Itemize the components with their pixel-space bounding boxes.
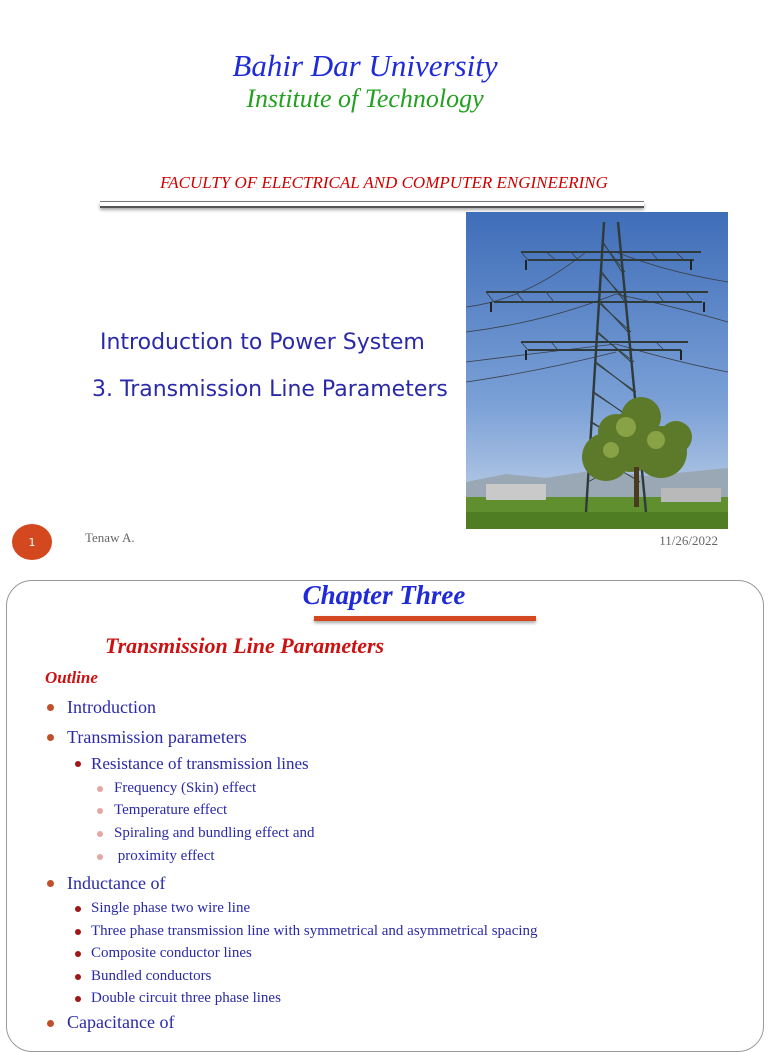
bullet-icon bbox=[97, 831, 103, 837]
outline-label: Outline bbox=[45, 668, 98, 687]
bullet-icon bbox=[75, 929, 81, 935]
outline-item: Capacitance of bbox=[67, 1012, 175, 1032]
slide-date: 11/26/2022 bbox=[659, 533, 718, 548]
outline-item: Temperature effect bbox=[114, 802, 228, 818]
chapter-heading: Chapter Three bbox=[302, 580, 466, 610]
course-title: Introduction to Power System bbox=[100, 330, 425, 355]
bullet-icon bbox=[97, 808, 103, 814]
outline-item: Double circuit three phase lines bbox=[91, 990, 281, 1006]
bullet-icon bbox=[75, 761, 81, 767]
section-title: Transmission Line Parameters bbox=[105, 633, 385, 658]
title-divider bbox=[100, 201, 644, 208]
institute-name: Institute of Technology bbox=[246, 84, 484, 113]
bullet-icon bbox=[75, 996, 81, 1002]
outline-item: Spiraling and bundling effect and bbox=[114, 825, 315, 841]
bullet-icon bbox=[47, 880, 54, 887]
outline-item: Resistance of transmission lines bbox=[91, 754, 309, 773]
chapter-title: 3. Transmission Line Parameters bbox=[92, 377, 448, 402]
bullet-icon bbox=[47, 704, 54, 711]
outline-item: Bundled conductors bbox=[91, 968, 212, 984]
outline-item: Introduction bbox=[67, 697, 156, 717]
bullet-icon bbox=[97, 854, 103, 860]
university-name: Bahir Dar University bbox=[232, 48, 498, 83]
outline-item: Inductance of bbox=[67, 873, 166, 893]
transmission-tower-photo bbox=[466, 212, 728, 529]
bullet-icon bbox=[97, 786, 103, 792]
faculty-name: FACULTY OF ELECTRICAL AND COMPUTER ENGINEERING bbox=[160, 173, 608, 192]
outline-item: Transmission parameters bbox=[67, 727, 247, 747]
bullet-icon bbox=[75, 951, 81, 957]
outline-item: Frequency (Skin) effect bbox=[114, 780, 257, 796]
outline-item: Single phase two wire line bbox=[91, 900, 251, 916]
bullet-icon bbox=[75, 974, 81, 980]
slide-number-badge: 1 bbox=[12, 524, 52, 560]
bullet-icon bbox=[75, 906, 81, 912]
bullet-icon bbox=[47, 734, 54, 741]
chapter-divider bbox=[314, 616, 536, 621]
outline-item: proximity effect bbox=[114, 848, 215, 864]
outline-item: Composite conductor lines bbox=[91, 945, 252, 961]
author-name: Tenaw A. bbox=[85, 530, 135, 545]
outline-item: Three phase transmission line with symmetrical and asymmetrical spacing bbox=[91, 923, 538, 939]
